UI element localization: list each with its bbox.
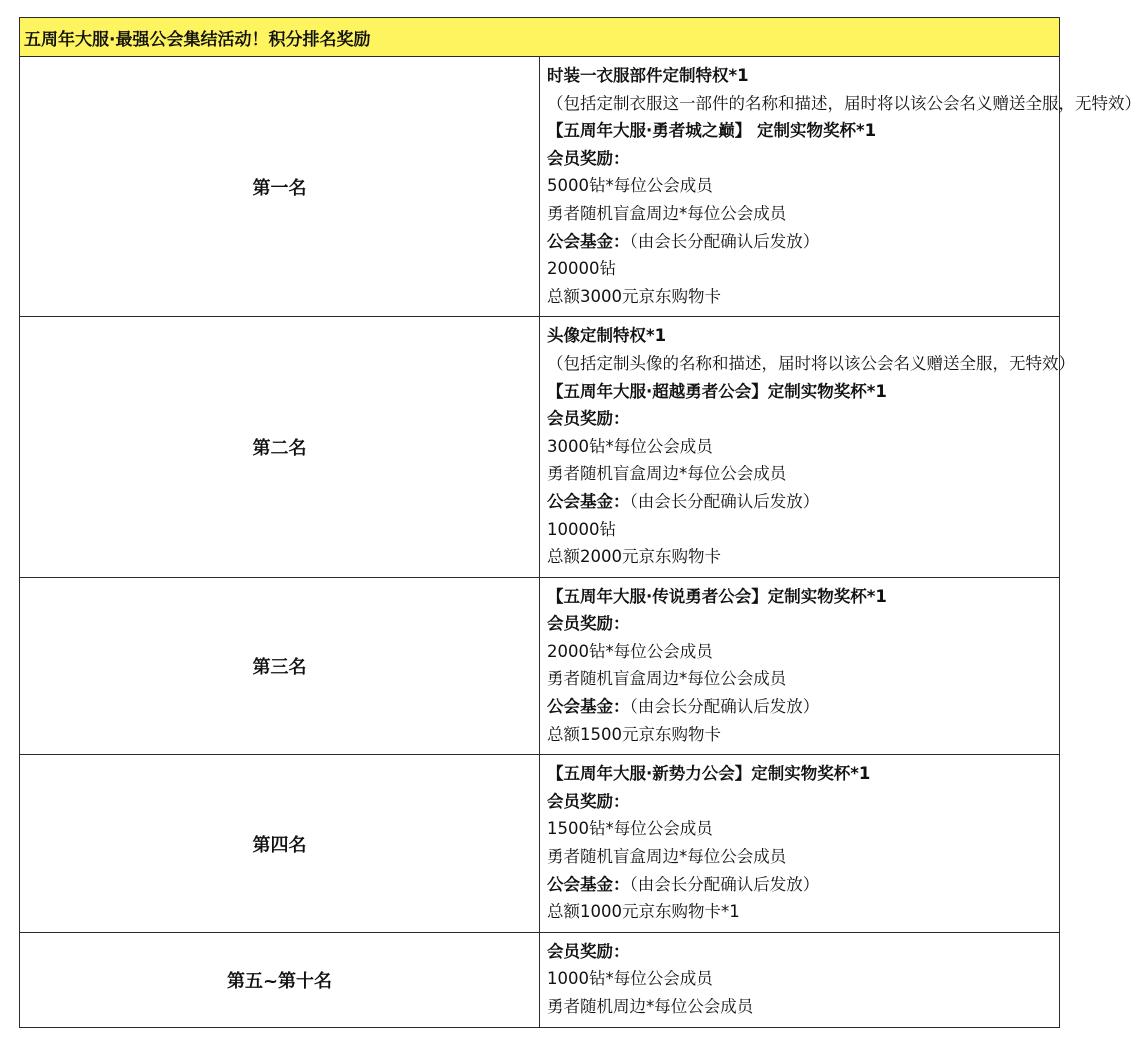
reward-line: 总额2000元京东购物卡 xyxy=(547,547,721,567)
reward-line: 会员奖励： xyxy=(547,791,630,811)
reward-line: （包括定制头像的名称和描述，届时将以该公会名义赠送全服，无特效） xyxy=(547,353,1075,373)
reward-table-container xyxy=(19,17,1141,1028)
reward-line: 勇者随机盲盒周边*每位公会成员 xyxy=(547,203,787,223)
reward-line: 1500钻*每位公会成员 xyxy=(547,819,713,839)
reward-line: （包括定制衣服这一部件的名称和描述，届时将以该公会名义赠送全服，无特效） xyxy=(547,93,1141,113)
reward-line: 头像定制特权*1 xyxy=(547,326,667,346)
reward-line: 勇者随机盲盒周边*每位公会成员 xyxy=(547,464,787,484)
fund-label: 公会基金： xyxy=(547,697,630,717)
fund-note: （由会长分配确认后发放） xyxy=(629,697,820,717)
fund-note: （由会长分配确认后发放） xyxy=(629,874,820,894)
reward-line: 2000钻*每位公会成员 xyxy=(547,641,713,661)
reward-line: 总额3000元京东购物卡 xyxy=(547,286,721,306)
reward-line: 会员奖励： xyxy=(547,941,630,961)
table-row xyxy=(20,932,1060,1027)
fund-label: 公会基金： xyxy=(547,491,630,511)
rank-label: 第三名 xyxy=(20,577,540,755)
fund-note: （由会长分配确认后发放） xyxy=(629,491,820,511)
reward-details xyxy=(540,755,1060,933)
rank-label: 第四名 xyxy=(20,755,540,933)
reward-line: 会员奖励： xyxy=(547,148,630,168)
reward-details xyxy=(540,317,1075,577)
reward-line: 1000钻*每位公会成员 xyxy=(547,969,713,989)
table-row xyxy=(20,577,1060,755)
reward-line: 会员奖励： xyxy=(547,409,630,429)
reward-line: 20000钻 xyxy=(547,259,616,279)
table-title: 五周年大服·最强公会集结活动！积分排名奖励 xyxy=(20,18,1060,57)
reward-line: 勇者随机盲盒周边*每位公会成员 xyxy=(547,847,787,867)
rank-label: 第五~第十名 xyxy=(20,932,540,1027)
rank-label: 第二名 xyxy=(20,317,540,577)
reward-table xyxy=(19,17,1141,1028)
table-row xyxy=(20,755,1060,933)
reward-line xyxy=(547,228,1053,256)
reward-line: 总额1500元京东购物卡 xyxy=(547,724,721,744)
reward-line: 会员奖励： xyxy=(547,614,630,634)
fund-note: （由会长分配确认后发放） xyxy=(629,231,820,251)
reward-line: 【五周年大服·超越勇者公会】定制实物奖杯*1 xyxy=(547,381,887,401)
reward-line: 3000钻*每位公会成员 xyxy=(547,436,713,456)
reward-line: 【五周年大服·新势力公会】定制实物奖杯*1 xyxy=(547,764,871,784)
reward-line xyxy=(547,693,1053,721)
reward-line xyxy=(547,488,1053,516)
reward-line: 时装一衣服部件定制特权*1 xyxy=(547,66,749,85)
reward-details xyxy=(540,932,1060,1027)
reward-details xyxy=(540,57,1141,317)
fund-label: 公会基金： xyxy=(547,874,630,894)
reward-details xyxy=(540,577,1060,755)
table-row xyxy=(20,57,1060,317)
reward-line: 10000钻 xyxy=(547,519,616,539)
rank-label: 第一名 xyxy=(20,57,540,317)
table-header-row xyxy=(20,18,1060,57)
reward-line: 【五周年大服·勇者城之巅】 定制实物奖杯*1 xyxy=(547,121,877,141)
reward-line: 总额1000元京东购物卡*1 xyxy=(547,902,740,922)
reward-line: 勇者随机周边*每位公会成员 xyxy=(547,997,754,1016)
reward-line: 【五周年大服·传说勇者公会】定制实物奖杯*1 xyxy=(547,586,887,606)
fund-label: 公会基金： xyxy=(547,231,630,251)
reward-line: 勇者随机盲盒周边*每位公会成员 xyxy=(547,669,787,689)
reward-line xyxy=(547,871,1053,899)
reward-line: 5000钻*每位公会成员 xyxy=(547,176,713,196)
table-row xyxy=(20,317,1060,577)
